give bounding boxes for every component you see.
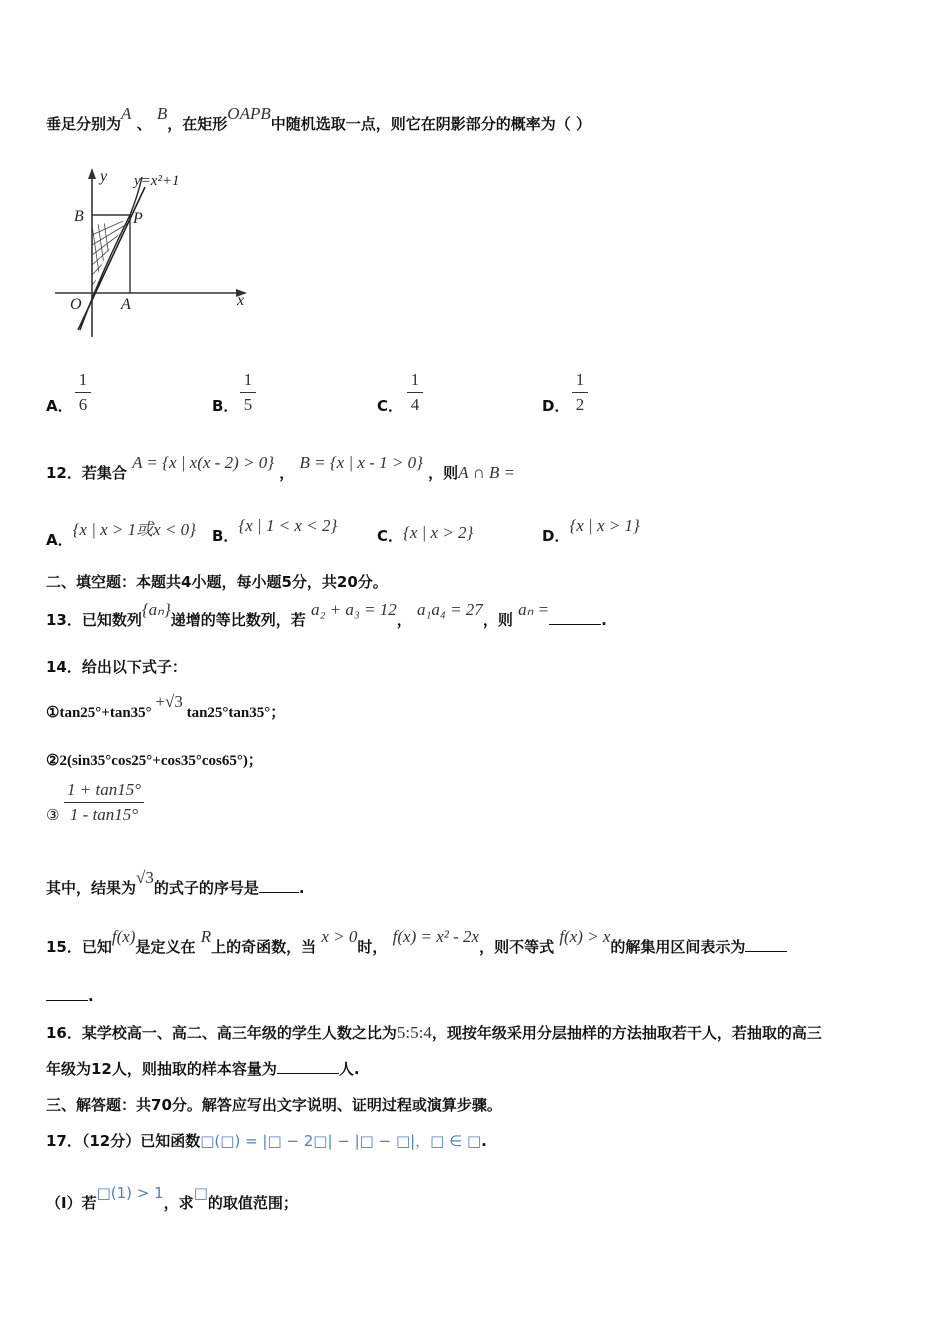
q16-answer-blank[interactable] bbox=[277, 1073, 339, 1074]
q11-option-d-label: D． bbox=[542, 397, 570, 415]
curve-label: y=x²+1 bbox=[134, 173, 180, 189]
q16-line2-b: 人. bbox=[338, 1060, 360, 1078]
q11-line bbox=[46, 104, 591, 134]
q16-line1-a: 16．某学校高一、高二、高三年级的学生人数之比为 bbox=[46, 1024, 397, 1042]
q14-lead: 14．给出以下式子： bbox=[46, 658, 187, 676]
q11-option-b-num: 1 bbox=[240, 370, 256, 393]
q15-t1: 是定义在 bbox=[135, 938, 196, 956]
q12-option-a-value: {x | x > 1或x < 0} bbox=[72, 520, 196, 539]
q17-part1-b: ，求 bbox=[163, 1194, 194, 1212]
q11-var-b: B bbox=[156, 104, 168, 123]
q14-result-b: 的式子的序号是 bbox=[153, 879, 259, 897]
q12-comma: ， bbox=[279, 464, 295, 482]
q11-rect: OAPB bbox=[227, 104, 271, 123]
q15-line-2 bbox=[46, 987, 94, 1005]
q12-line bbox=[46, 453, 516, 483]
q11-option-d-num: 1 bbox=[572, 370, 588, 393]
q14-item1-root: +√3 bbox=[155, 692, 183, 711]
q12-option-b bbox=[212, 516, 338, 546]
q17-func: □(□) = |□ − 2□| − |□ − □|，□ ∈ □ bbox=[200, 1132, 482, 1150]
q11-option-a-den: 6 bbox=[78, 395, 88, 414]
q12-option-d-label: D． bbox=[542, 527, 570, 545]
q14-result-root: √3 bbox=[136, 868, 154, 887]
q14-result-a: 其中，结果为 bbox=[46, 879, 137, 897]
q12-tail: ，则 bbox=[428, 464, 459, 482]
q12-option-b-label: B． bbox=[212, 527, 239, 545]
q11-option-a-label: A． bbox=[46, 397, 73, 415]
q15-ineq: f(x) > x bbox=[559, 927, 611, 946]
section-3-heading: 三、解答题：共70分。解答应写出文字说明、证明过程或演算步骤。 bbox=[46, 1096, 502, 1114]
q11-option-c-label: C． bbox=[377, 397, 404, 415]
q11-text-c: 中随机选取一点，则它在阴影部分的概率为（ ） bbox=[270, 115, 591, 133]
q12-option-b-value: {x | 1 < x < 2} bbox=[238, 516, 338, 535]
q15-fx: f(x) bbox=[111, 927, 136, 946]
q11-sep: 、 bbox=[136, 115, 152, 133]
q17-part1-c: 的取值范围； bbox=[207, 1194, 298, 1212]
q13-mid: 递增的等比数列，若 bbox=[170, 611, 306, 629]
point-a-label: A bbox=[121, 296, 131, 313]
q13-cond1: a₂ + a₃ = 12 bbox=[311, 600, 397, 619]
q11-option-b-value bbox=[240, 370, 256, 415]
q16-line-1 bbox=[46, 1022, 822, 1043]
q13-lead: 13．已知数列 bbox=[46, 611, 142, 629]
q14-result-line bbox=[46, 868, 305, 898]
y-axis-arrow bbox=[88, 168, 96, 179]
q17-line bbox=[46, 1130, 487, 1151]
q17-part1-cond: □(1) > 1 bbox=[96, 1184, 164, 1202]
q11-figure bbox=[50, 165, 260, 345]
q12-set-a: A = {x | x(x - 2) > 0} bbox=[132, 453, 275, 472]
q14-item-2: ②2(sin35°cos25°+cos35°cos65°)； bbox=[46, 753, 263, 769]
q12-option-d-value: {x | x > 1} bbox=[569, 516, 640, 535]
q12-option-d bbox=[542, 516, 640, 546]
q15-def: f(x) = x² - 2x bbox=[392, 927, 480, 946]
q15-t4: ，则不等式 bbox=[479, 938, 555, 956]
q13-line bbox=[46, 600, 607, 630]
q11-option-a-value bbox=[75, 370, 91, 415]
q15-answer-blank-2[interactable] bbox=[46, 1000, 88, 1001]
q12-expr: A ∩ B = bbox=[458, 463, 516, 482]
q12-option-c-label: C． bbox=[377, 527, 404, 545]
q14-item1-a: ①tan25°+tan35° bbox=[46, 705, 152, 721]
point-b-label: B bbox=[74, 208, 84, 225]
q11-option-c-den: 4 bbox=[410, 395, 420, 414]
q11-option-d-value bbox=[572, 370, 588, 415]
q12-option-c bbox=[377, 525, 473, 546]
q15-t2: 上的奇函数，当 bbox=[211, 938, 317, 956]
q14-item-1 bbox=[46, 692, 286, 722]
q16-ratio: 5:5:4 bbox=[396, 1023, 432, 1042]
q17-part1-var: □ bbox=[193, 1184, 208, 1202]
q14-item-3-mark: ③ bbox=[46, 806, 60, 824]
q14-result-end: . bbox=[298, 879, 305, 897]
q11-option-d-den: 2 bbox=[575, 395, 585, 414]
q16-line2-a: 年级为12人，则抽取的样本容量为 bbox=[46, 1060, 277, 1078]
point-p-label: P bbox=[133, 210, 143, 227]
q11-option-a-num: 1 bbox=[75, 370, 91, 393]
q11-option-c-value bbox=[407, 370, 423, 415]
q17-lead: 17．（12分）已知函数 bbox=[46, 1132, 201, 1150]
q13-tail: ，则 bbox=[482, 611, 513, 629]
parabola-curve bbox=[80, 177, 142, 330]
q14-item-3-fraction bbox=[64, 780, 144, 825]
q15-lead: 15．已知 bbox=[46, 938, 112, 956]
q12-option-a-label: A． bbox=[46, 531, 73, 549]
q14-item3-den: 1 - tan15° bbox=[69, 805, 139, 824]
q15-line bbox=[46, 927, 787, 957]
q14-item1-b: tan25°tan35°； bbox=[186, 705, 286, 721]
q11-option-b-den: 5 bbox=[243, 395, 253, 414]
q12-option-a bbox=[46, 520, 196, 550]
q15-r: R bbox=[200, 927, 212, 946]
section-2-heading: 二、填空题：本题共4小题，每小题5分，共20分。 bbox=[46, 573, 388, 591]
q13-ask: aₙ = bbox=[518, 600, 550, 619]
q15-answer-blank-1[interactable] bbox=[745, 951, 787, 952]
q11-text-b: ，在矩形 bbox=[167, 115, 228, 133]
q15-cond: x > 0 bbox=[321, 927, 358, 946]
y-axis-label: y bbox=[100, 168, 108, 185]
q11-option-c-num: 1 bbox=[407, 370, 423, 393]
q13-seq: {aₙ} bbox=[141, 600, 171, 619]
q15-end: . bbox=[88, 987, 94, 1005]
q17-end: . bbox=[481, 1132, 487, 1150]
q17-part-1 bbox=[46, 1184, 298, 1213]
q15-t3: 时， bbox=[357, 938, 388, 956]
q16-line-2 bbox=[46, 1058, 360, 1079]
q11-var-a: A bbox=[121, 104, 132, 123]
q12-set-b: B = {x | x - 1 > 0} bbox=[299, 453, 423, 472]
q11-text-a: 垂足分别为 bbox=[46, 115, 122, 133]
q13-comma: ， bbox=[396, 611, 412, 629]
q13-cond2: a₁a₄ = 27 bbox=[417, 600, 483, 619]
q13-end: . bbox=[601, 611, 607, 629]
origin-label: O bbox=[70, 296, 82, 313]
x-axis-label: x bbox=[237, 292, 245, 309]
q11-option-b-label: B． bbox=[212, 397, 239, 415]
q12-lead: 12．若集合 bbox=[46, 464, 127, 482]
q16-line1-b: ，现按年级采用分层抽样的方法抽取若干人，若抽取的高三 bbox=[431, 1024, 822, 1042]
q12-option-c-value: {x | x > 2} bbox=[403, 523, 474, 542]
q14-item3-num: 1 + tan15° bbox=[64, 780, 144, 803]
q13-answer-blank[interactable] bbox=[549, 624, 601, 625]
q15-t5: 的解集用区间表示为 bbox=[610, 938, 746, 956]
q14-answer-blank[interactable] bbox=[259, 892, 299, 893]
q17-part1-a: （Ⅰ）若 bbox=[46, 1194, 97, 1212]
